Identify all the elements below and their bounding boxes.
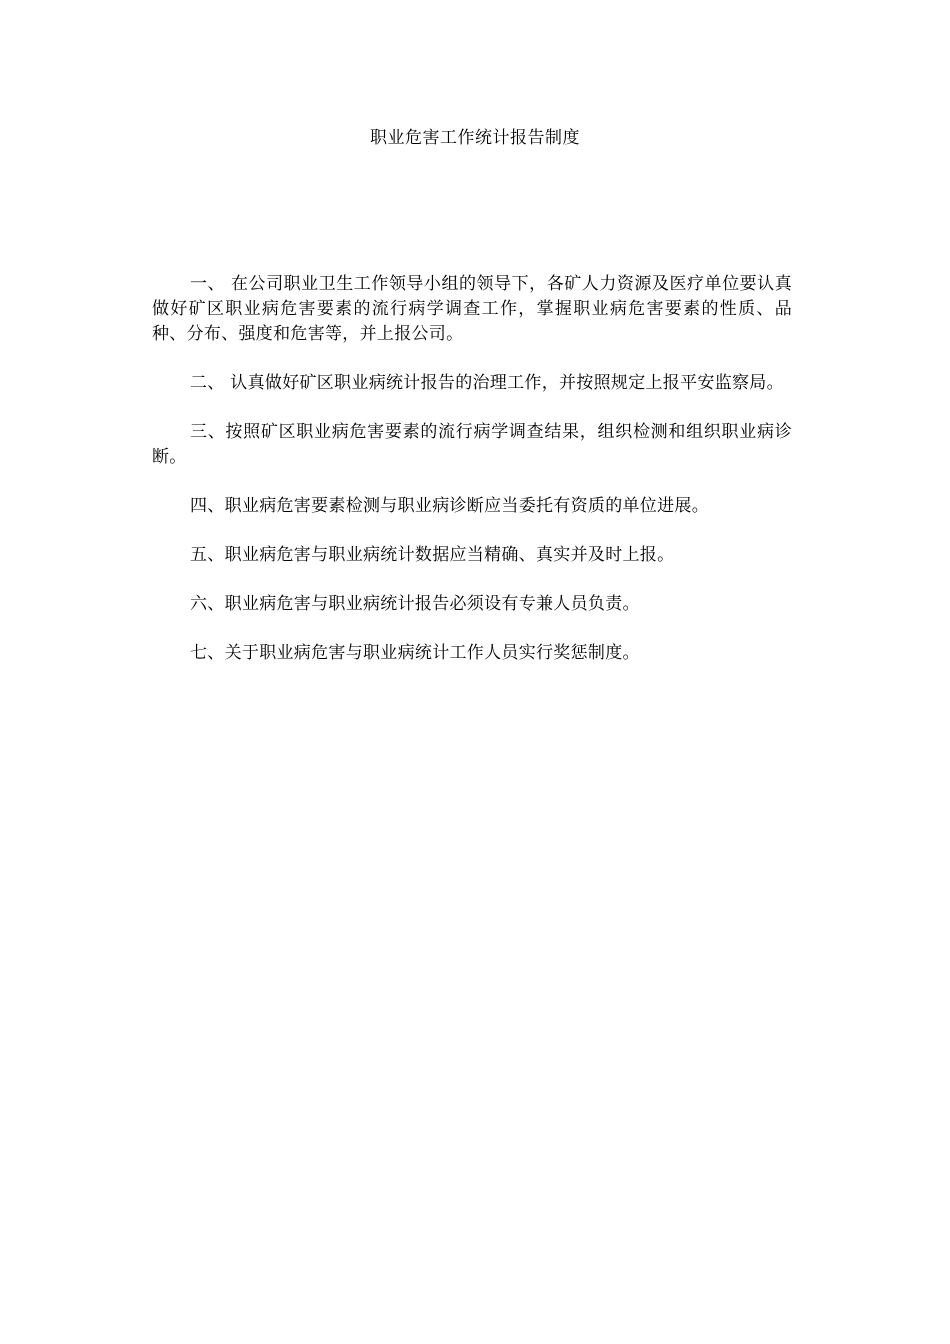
paragraph-7: 七、关于职业病危害与职业病统计工作人员实行奖惩制度。 [190, 643, 640, 663]
document-title: 职业危害工作统计报告制度 [370, 128, 580, 148]
paragraph-4: 四、职业病危害要素检测与职业病诊断应当委托有资质的单位进展。 [190, 496, 709, 516]
paragraph-3: 三、按照矿区职业病危害要素的流行病学调查结果，组织检测和组织职业病诊断。 [152, 422, 792, 467]
paragraph-2: 二、 认真做好矿区职业病统计报告的治理工作，并按照规定上报平安监察局。 [190, 373, 784, 393]
paragraph-6: 六、职业病危害与职业病统计报告必须设有专兼人员负责。 [190, 594, 640, 614]
paragraph-5: 五、职业病危害与职业病统计数据应当精确、真实并及时上报。 [190, 545, 675, 565]
paragraph-1: 一、 在公司职业卫生工作领导小组的领导下，各矿人力资源及医疗单位要认真做好矿区职业病危害要素的流行病学调查工作，掌握职业病危害要素的性质、品种、分布、强度和危害等，并上报公司。 [152, 274, 792, 344]
document-body [152, 272, 792, 690]
